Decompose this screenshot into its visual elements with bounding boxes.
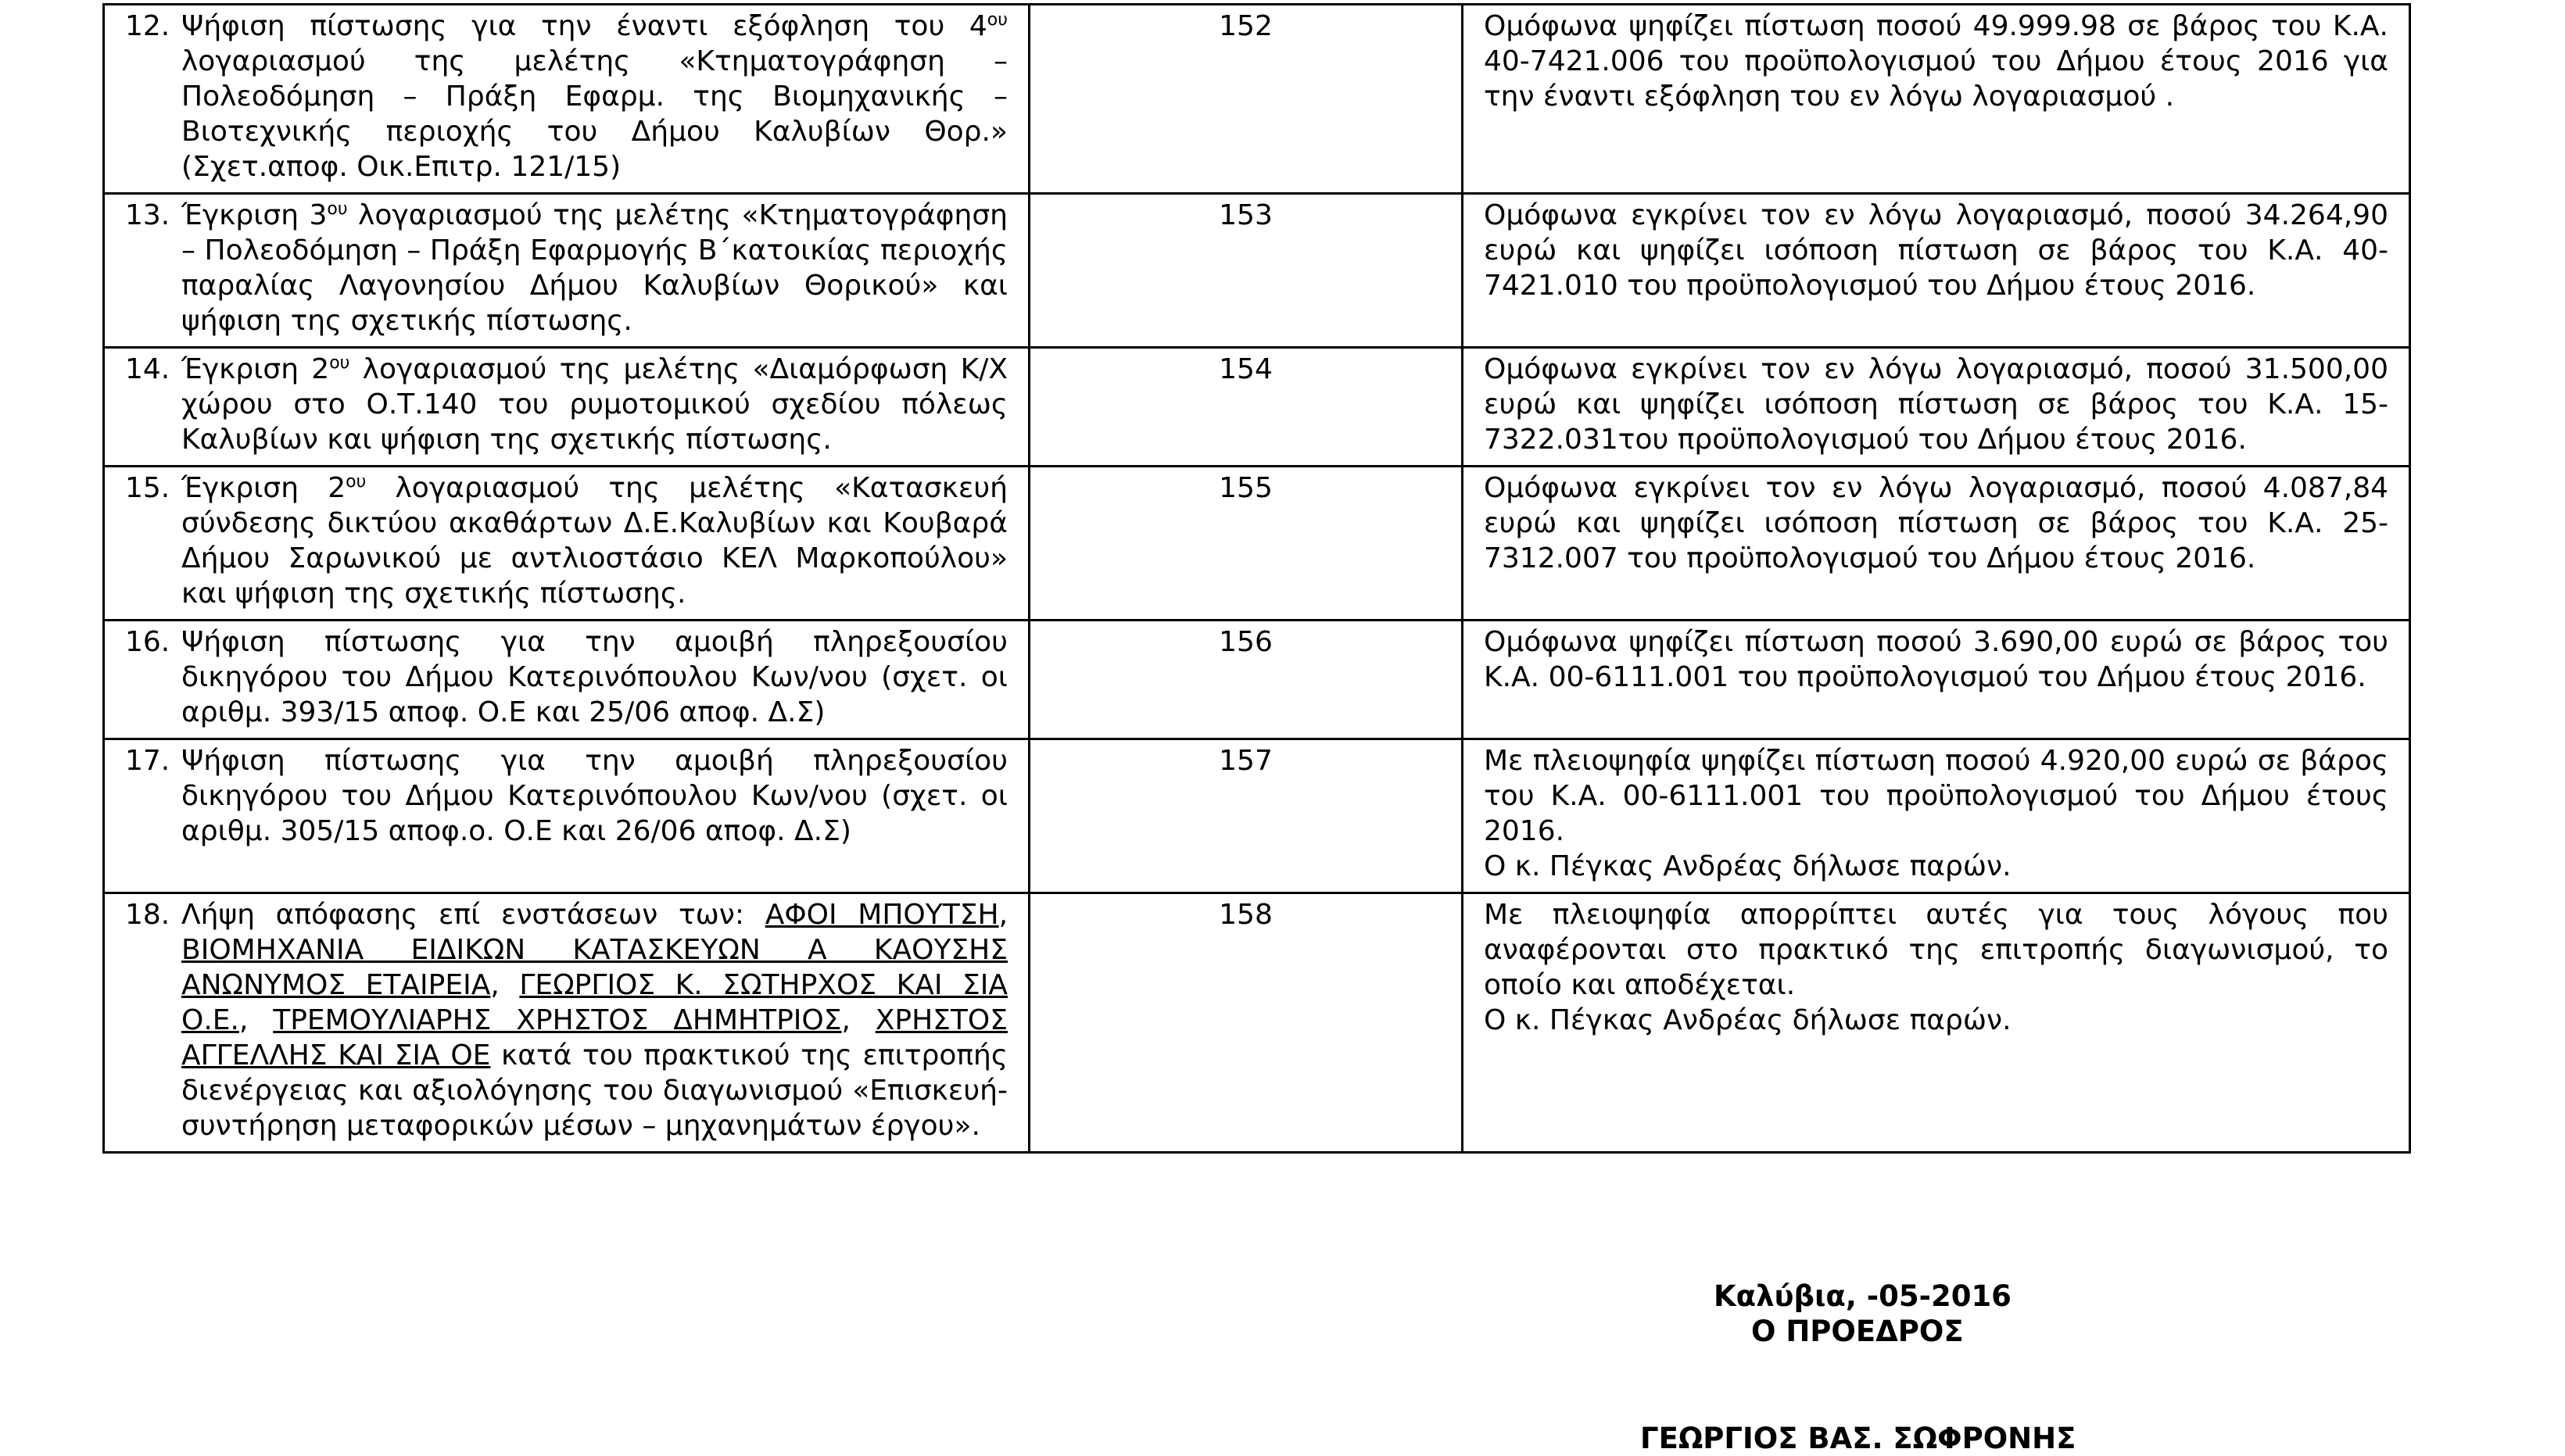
table-row <box>104 893 2410 1153</box>
subject-text: κατά του πρακτικού της επιτροπής διενέργειας και αξιολόγησης του διαγωνισμού «Επισκευή-συντήρηση μεταφορικών μέσων – μηχανημάτων έργου». <box>181 1039 1008 1142</box>
decisions-table <box>102 3 2411 1154</box>
resolution-cell <box>1463 621 2410 739</box>
subject-text: Έγκριση 3 <box>181 199 328 231</box>
subject-cell <box>104 194 1030 348</box>
decision-number: 155 <box>1030 467 1463 621</box>
subject-text: λογαριασμού της μελέτης «Διαμόρφωση Κ/Χ χώρου στο Ο.Τ.140 του ρυμοτομικού σχεδίου πόλεως Καλυβίων και ψήφιση της σχετικής πίστωσης. <box>181 353 1008 456</box>
signature-role: Ο ΠΡΟΕΔΡΟΣ <box>1751 1315 1964 1348</box>
subject-text: λογαριασμού της μελέτης «Κτηματογράφηση – Πολεοδόμηση – Πράξη Εφαρμ. της Βιομηχανικής – Βιοτεχνικής περιοχής του Δήμου Καλυβίων Θορ.» (Σχετ.αποφ. Οικ.Επιτρ. 121/15) <box>181 45 1008 183</box>
objector-name: ΓΕΩΡΓΙΟΣ Κ. ΣΩΤΗΡΧΟΣ ΚΑΙ ΣΙΑ Ο.Ε. <box>181 969 1008 1036</box>
subject-cell <box>104 621 1030 739</box>
table-row <box>104 348 2410 467</box>
attendance-note: Ο κ. Πέγκας Ανδρέας δήλωσε παρών. <box>1484 1004 2012 1036</box>
objector-name: ΑΦΟΙ ΜΠΟΥΤΣΗ <box>765 899 999 931</box>
subject-cell <box>104 467 1030 621</box>
resolution-cell <box>1463 739 2410 893</box>
resolution-cell <box>1463 348 2410 467</box>
decision-number: 152 <box>1030 5 1463 194</box>
resolution-text: Ομόφωνα ψηφίζει πίστωση ποσού 3.690,00 ευρώ σε βάρος του Κ.Α. 00-6111.001 του προϋπολογισμού του Δήμου έτους 2016. <box>1484 626 2388 693</box>
resolution-text: Ομόφωνα εγκρίνει τον εν λόγω λογαριασμό, ποσού 4.087,84 ευρώ και ψηφίζει ισόποση πίστωση σε βάρος του Κ.Α. 25-7312.007 του προϋπολογισμού του Δήμου έτους 2016. <box>1484 472 2388 574</box>
subject-cell <box>104 5 1030 194</box>
ordinal-suffix: ου <box>346 472 367 492</box>
resolution-text: Με πλειοψηφία ψηφίζει πίστωση ποσού 4.920,00 ευρώ σε βάρος του Κ.Α. 00-6111.001 του προϋπολογισμού του Δήμου έτους 2016. <box>1484 745 2388 847</box>
item-number: 12. <box>125 10 170 42</box>
separator: , <box>998 899 1008 931</box>
table-row <box>104 5 2410 194</box>
resolution-text: Ομόφωνα εγκρίνει τον εν λόγω λογαριασμό, ποσού 34.264,90 ευρώ και ψηφίζει ισόποση πίστωση σε βάρος του Κ.Α. 40-7421.010 του προϋπολογισμού του Δήμου έτους 2016. <box>1484 199 2388 302</box>
resolution-cell <box>1463 5 2410 194</box>
subject-text: λογαριασμού της μελέτης «Κατασκευή σύνδεσης δικτύου ακαθάρτων Δ.Ε.Καλυβίων και Κουβαρά Δήμου Σαρωνικού με αντλιοστάσιο ΚΕΛ Μαρκοπούλου» και ψήφιση της σχετικής πίστωσης. <box>181 472 1008 610</box>
resolution-text: Ομόφωνα εγκρίνει τον εν λόγω λογαριασμό, ποσού 31.500,00 ευρώ και ψηφίζει ισόποση πίστωση σε βάρος του Κ.Α. 15-7322.031του προϋπολογισμού του Δήμου έτους 2016. <box>1484 353 2388 456</box>
decision-number: 156 <box>1030 621 1463 739</box>
subject-text: Έγκριση 2 <box>181 472 346 504</box>
subject-text: Ψήφιση πίστωσης για την έναντι εξόφληση του 4 <box>181 10 987 42</box>
resolution-cell <box>1463 893 2410 1153</box>
signature-place-date: Καλύβια, -05-2016 <box>1714 1279 2012 1313</box>
subject-text: Έγκριση 2 <box>181 353 330 385</box>
item-number: 13. <box>125 199 170 231</box>
subject-cell <box>104 348 1030 467</box>
objector-name: ΧΡΗΣΤΟΣ ΑΓΓΕΛΛΗΣ ΚΑΙ ΣΙΑ ΟΕ <box>181 1004 1008 1071</box>
ordinal-suffix: ου <box>987 10 1008 30</box>
separator: , <box>238 1004 274 1036</box>
objector-name: ΤΡΕΜΟΥΛΙΑΡΗΣ ΧΡΗΣΤΟΣ ΔΗΜΗΤΡΙΟΣ <box>273 1004 842 1036</box>
item-number: 17. <box>125 745 170 777</box>
table-row <box>104 467 2410 621</box>
decision-number: 157 <box>1030 739 1463 893</box>
signature-name: ΓΕΩΡΓΙΟΣ ΒΑΣ. ΣΩΦΡΟΝΗΣ <box>1640 1422 2076 1455</box>
subject-text: Ψήφιση πίστωσης για την αμοιβή πληρεξουσίου δικηγόρου του Δήμου Κατερινόπουλου Κων/νου (σχετ. οι αριθμ. 305/15 αποφ.ο. Ο.Ε και 26/06 αποφ. Δ.Σ) <box>181 745 1008 847</box>
resolution-text: Με πλειοψηφία απορρίπτει αυτές για τους λόγους που αναφέρονται στο πρακτικό της επιτροπής διαγωνισμού, το οποίο και αποδέχεται. <box>1484 899 2388 1001</box>
subject-text: λογαριασμού της μελέτης «Κτηματογράφηση – Πολεοδόμηση – Πράξη Εφαρμογής Β΄κατοικίας περιοχής παραλίας Λαγονησίου Δήμου Καλυβίων Θορικού» και ψήφιση της σχετικής πίστωσης. <box>181 199 1008 337</box>
ordinal-suffix: ου <box>329 353 350 373</box>
subject-cell <box>104 893 1030 1153</box>
ordinal-suffix: ου <box>327 199 348 219</box>
separator: , <box>490 969 520 1001</box>
objector-name: ΒΙΟΜΗΧΑΝΙΑ ΕΙΔΙΚΩΝ ΚΑΤΑΣΚΕΥΩΝ Α ΚΑΟΥΣΗΣ ΑΝΩΝΥΜΟΣ ΕΤΑΙΡΕΙΑ <box>181 934 1008 1001</box>
resolution-cell <box>1463 194 2410 348</box>
decision-number: 158 <box>1030 893 1463 1153</box>
resolution-cell <box>1463 467 2410 621</box>
resolution-text: Ομόφωνα ψηφίζει πίστωση ποσού 49.999.98 σε βάρος του Κ.Α. 40-7421.006 του προϋπολογισμού του Δήμου έτους 2016 για την έναντι εξόφληση του εν λόγω λογαριασμού . <box>1484 10 2388 113</box>
item-number: 14. <box>125 353 170 385</box>
table-row <box>104 739 2410 893</box>
item-number: 16. <box>125 626 170 658</box>
item-number: 18. <box>125 899 170 931</box>
item-number: 15. <box>125 472 170 504</box>
table-row <box>104 194 2410 348</box>
subject-text: Λήψη απόφασης επί ενστάσεων των: <box>181 899 765 931</box>
table-row <box>104 621 2410 739</box>
attendance-note: Ο κ. Πέγκας Ανδρέας δήλωσε παρών. <box>1484 850 2012 882</box>
subject-cell <box>104 739 1030 893</box>
separator: , <box>841 1004 876 1036</box>
subject-text: Ψήφιση πίστωσης για την αμοιβή πληρεξουσίου δικηγόρου του Δήμου Κατερινόπουλου Κων/νου (σχετ. οι αριθμ. 393/15 αποφ. Ο.Ε και 25/06 αποφ. Δ.Σ) <box>181 626 1008 728</box>
decision-number: 154 <box>1030 348 1463 467</box>
decision-number: 153 <box>1030 194 1463 348</box>
